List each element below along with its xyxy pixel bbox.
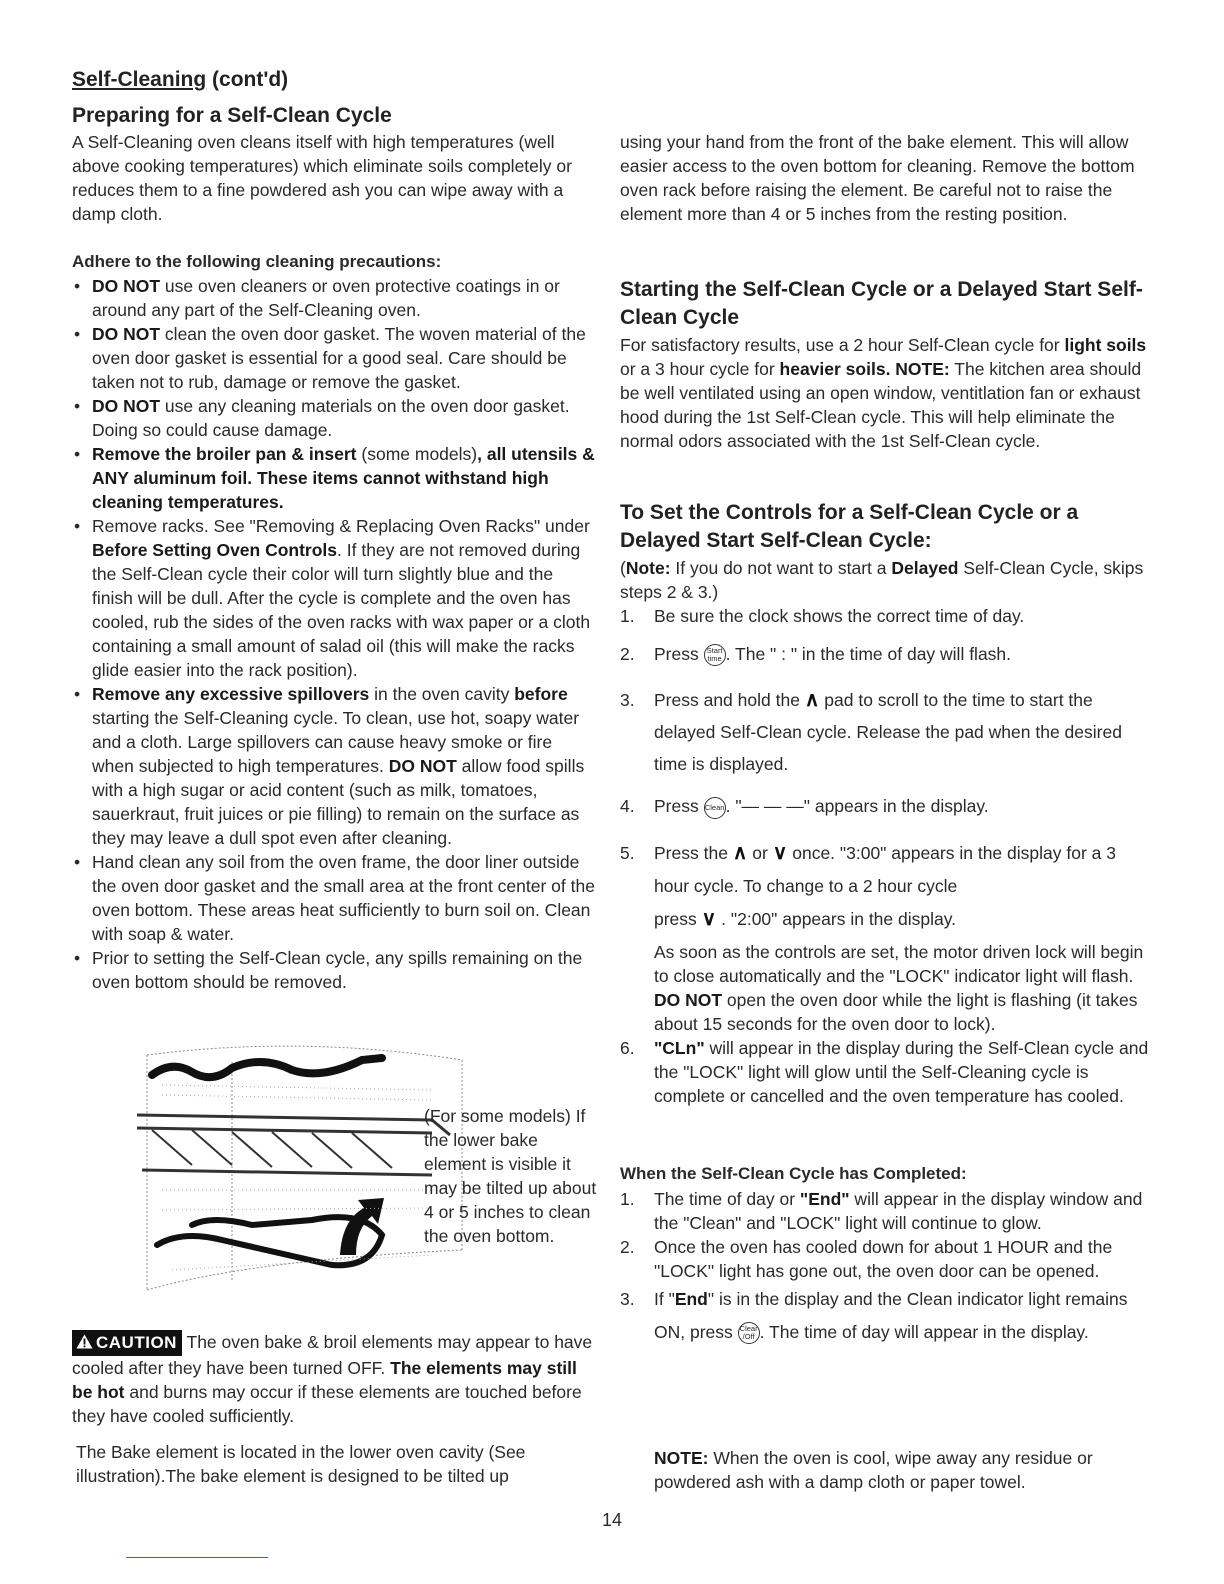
starting-text: or a 3 hour cycle for <box>620 359 780 379</box>
section-title-underlined: Self-Cleaning <box>72 68 207 91</box>
broil-element <box>152 1058 382 1077</box>
completed-item <box>620 1235 1155 1283</box>
caution-paragraph <box>72 1330 597 1428</box>
step-text: Press <box>654 796 704 817</box>
clear-off-pad-icon: Clear /Off <box>738 1322 760 1344</box>
step-number: 1. <box>620 1189 635 1209</box>
down-arrow-icon: ∨ <box>772 841 788 864</box>
precaution-text: Prior to setting the Self-Clean cycle, any spills remaining on the oven bottom should be removed. <box>92 948 583 992</box>
precaution-text: in the oven cavity <box>369 684 515 704</box>
step-number: 5. <box>620 842 635 863</box>
step-text: once. "3:00" appears in the display for a 3 hour cycle. To change to a 2 hour cycle <box>654 842 1116 896</box>
step-text: will appear in the display window and the "Clean" and "LOCK" light will continue to glow. <box>654 1189 1143 1233</box>
controls-title: To Set the Controls for a Self-Clean Cycle or a Delayed Start Self-Clean Cycle: <box>620 501 1079 552</box>
precautions-heading: Adhere to the following cleaning precautions: <box>72 252 442 271</box>
step-bold: "End" <box>799 1189 850 1209</box>
precaution-bold: Remove any excessive spillovers <box>92 684 370 704</box>
step-number: 4. <box>620 796 635 817</box>
controls-note <box>620 556 1155 604</box>
step-text: The time of day or <box>654 1189 800 1209</box>
start-time-pad-icon: Start time <box>704 644 726 666</box>
starting-bold: heavier soils. NOTE: <box>779 359 950 379</box>
precaution-bold: DO NOT <box>92 276 161 296</box>
completed-steps <box>620 1187 1155 1349</box>
precaution-text: use oven cleaners or oven protective coatings in or around any part of the Self-Cleaning oven. <box>92 276 560 320</box>
prep-title: Preparing for a Self-Clean Cycle <box>72 104 392 127</box>
caution-text: and burns may occur if these elements are touched before they have cooled sufficiently. <box>72 1382 582 1426</box>
starting-paragraph <box>620 333 1155 453</box>
step-text: As soon as the controls are set, the motor driven lock will begin to close automatically and the "LOCK" indicator light will flash. <box>654 941 1144 986</box>
bake-paragraph: The Bake element is located in the lower oven cavity (See illustration).The bake element is designed to be tilted up <box>76 1442 526 1486</box>
completed-note <box>654 1446 1155 1494</box>
note-text: When the oven is cool, wipe away any residue or powdered ash with a damp cloth or paper towel. <box>654 1448 1093 1492</box>
step-number: 3. <box>620 690 635 711</box>
precaution-item <box>72 322 597 394</box>
starting-text: For satisfactory results, use a 2 hour Self-Clean cycle for <box>620 335 1065 355</box>
controls-steps <box>620 604 1155 1108</box>
controls-note-bold: Note: <box>625 558 671 578</box>
completed-item <box>620 1283 1155 1349</box>
precaution-item <box>72 682 597 850</box>
precaution-item <box>72 850 597 946</box>
up-arrow-icon: ∧ <box>804 689 820 712</box>
precaution-bold: Remove the broiler pan & insert <box>92 444 357 464</box>
precaution-item <box>72 442 597 514</box>
step-text: Be sure the clock shows the correct time of day. <box>654 606 1025 626</box>
step-text: press <box>654 908 702 929</box>
caution-bold: The elements may still be hot <box>72 1358 577 1402</box>
step-item <box>620 794 1155 818</box>
precaution-text: starting the Self-Cleaning cycle. To clean, use hot, soapy water and a cloth. Large spillovers can cause heavy smoke or fire when subjected to high temperatures. <box>92 708 580 776</box>
precaution-bold: DO NOT <box>92 324 161 344</box>
starting-bold: light soils <box>1064 335 1147 355</box>
oven-rack <box>137 1115 450 1175</box>
up-arrow-icon: ∧ <box>732 841 748 864</box>
step-number: 3. <box>620 1289 635 1309</box>
step-number: 2. <box>620 644 635 664</box>
step-text: Press <box>654 644 704 664</box>
step-bold: DO NOT <box>654 989 723 1010</box>
step-text: Press the <box>654 842 733 863</box>
down-arrow-icon: ∨ <box>701 907 717 930</box>
footer-link-line <box>126 1557 268 1558</box>
precaution-item <box>72 514 597 682</box>
page-number: 14 <box>601 1510 623 1530</box>
step-item <box>620 642 1155 666</box>
step-text: open the oven door while the light is flashing (it takes about 15 seconds for the oven door to lock). <box>654 989 1138 1034</box>
step-text: . The " : " in the time of day will flash. <box>725 644 1012 664</box>
precaution-item <box>72 946 597 994</box>
prep-intro: A Self-Cleaning oven cleans itself with high temperatures (well above cooking temperatures) which eliminate soils completely or reduces them to a fine powdered ash you can wipe away with a damp cloth. <box>72 132 572 224</box>
precaution-text: clean the oven door gasket. The woven material of the oven door gasket is essential for a good seal. Care should be taken not to rub, damage or remove the gasket. <box>92 324 586 392</box>
completed-item <box>620 1187 1155 1235</box>
section-title-rest: (cont'd) <box>206 68 289 91</box>
precaution-text: Remove racks. See "Removing & Replacing Oven Racks" under <box>92 516 590 536</box>
bake-paragraph-continued: using your hand from the front of the bake element. This will allow easier access to the oven bottom for cleaning. Remove the bottom oven rack before raising the element. Be careful not to raise the element more than 4 or 5 inches from the resting position. <box>620 132 1135 224</box>
step-number: 6. <box>620 1037 635 1058</box>
caution-badge-label: CAUTION <box>96 1333 177 1352</box>
step-text: . "2:00" appears in the display. <box>716 908 957 929</box>
step-item <box>620 684 1155 780</box>
warning-triangle-icon <box>76 1334 93 1349</box>
step-text: pad to scroll to the time to start the delayed Self-Clean cycle. Release the pad when the desired time is displayed. <box>654 690 1122 775</box>
precautions-list <box>72 274 597 994</box>
controls-note-bold: Delayed <box>891 558 959 578</box>
step-text: " is in the display and the Clean indicator light remains ON, press <box>654 1289 1128 1342</box>
step-text: or <box>747 842 773 863</box>
oven-element-illustration <box>132 1040 472 1302</box>
note-bold: NOTE: <box>654 1448 709 1468</box>
section-title <box>72 68 288 92</box>
lock-paragraph <box>654 940 1155 1036</box>
precaution-text: (some models) <box>356 444 478 464</box>
step-number: 1. <box>620 606 635 626</box>
step-item <box>620 837 1155 1036</box>
precaution-bold: DO NOT <box>92 396 161 416</box>
precaution-item <box>72 394 597 442</box>
precaution-bold: before <box>514 684 568 704</box>
caution-badge <box>72 1330 182 1356</box>
precaution-item <box>72 274 597 322</box>
step-item <box>620 604 1155 628</box>
starting-text: The kitchen area should be well ventilated using an open window, ventitlation fan or exhaust hood during the 1st Self-Clean cycle. This will help eliminate the normal odors associated with the 1st Self-Clean cycle. <box>620 359 1142 451</box>
step-bold: "CLn" <box>654 1037 705 1058</box>
precaution-text: . If they are not removed during the Self-Clean cycle their color will turn slightly blue and the finish will be dull. After the cycle is complete and the oven has cooled, rub the sides of the oven racks with wax paper or a cloth containing a small amount of salad oil (this will make the racks glide easier into the rack position). <box>92 540 591 680</box>
step-text: If " <box>654 1289 675 1309</box>
controls-note-text: Self-Clean Cycle, skips steps 2 & 3.) <box>620 558 1144 602</box>
precaution-text: Hand clean any soil from the oven frame, the door liner outside the oven door gasket and the small area at the front center of the oven bottom. These areas heat sufficiently to burn soil on. Clean with soap & water. <box>92 852 595 944</box>
step-text: . "— — —" appears in the display. <box>725 796 989 817</box>
clean-pad-icon: Clean <box>704 797 726 819</box>
controls-note-text: ( <box>620 558 626 578</box>
step-number: 2. <box>620 1237 635 1257</box>
starting-title: Starting the Self-Clean Cycle or a Delayed Start Self-Clean Cycle <box>620 278 1143 329</box>
oven-shading <box>162 1085 432 1270</box>
step-text: Press and hold the <box>654 690 805 711</box>
step-text: Once the oven has cooled down for about 1 HOUR and the "LOCK" light has gone out, the oven door can be opened. <box>654 1237 1113 1281</box>
precaution-text: use any cleaning materials on the oven door gasket. Doing so could cause damage. <box>92 396 570 440</box>
figure-caption: (For some models) If the lower bake element is visible it may be tilted up about 4 or 5 inches to clean the oven bottom. <box>424 1106 597 1246</box>
precaution-text: allow food spills with a high sugar or acid content (such as milk, tomatoes, sauerkraut, fruit juices or pie filling) to remain on the surface as they may leave a dull spot even after cleaning. <box>92 756 585 848</box>
precaution-bold: , all utensils & ANY aluminum foil. These items cannot withstand high cleaning temperatures. <box>92 444 595 512</box>
step-text: will appear in the display during the Self-Clean cycle and the "LOCK" light will glow until the Self-Cleaning cycle is complete or cancelled and the oven temperature has cooled. <box>654 1037 1149 1106</box>
step-item <box>620 1036 1155 1108</box>
precaution-bold: DO NOT <box>388 756 457 776</box>
step-text: . The time of day will appear in the display. <box>759 1322 1089 1342</box>
step-bold: End <box>674 1289 708 1309</box>
precaution-bold: Before Setting Oven Controls <box>92 540 338 560</box>
controls-note-text: If you do not want to start a <box>670 558 892 578</box>
completed-heading: When the Self-Clean Cycle has Completed: <box>620 1164 967 1183</box>
caution-text: The oven bake & broil elements may appear to have cooled after they have been turned OFF. <box>72 1332 593 1378</box>
